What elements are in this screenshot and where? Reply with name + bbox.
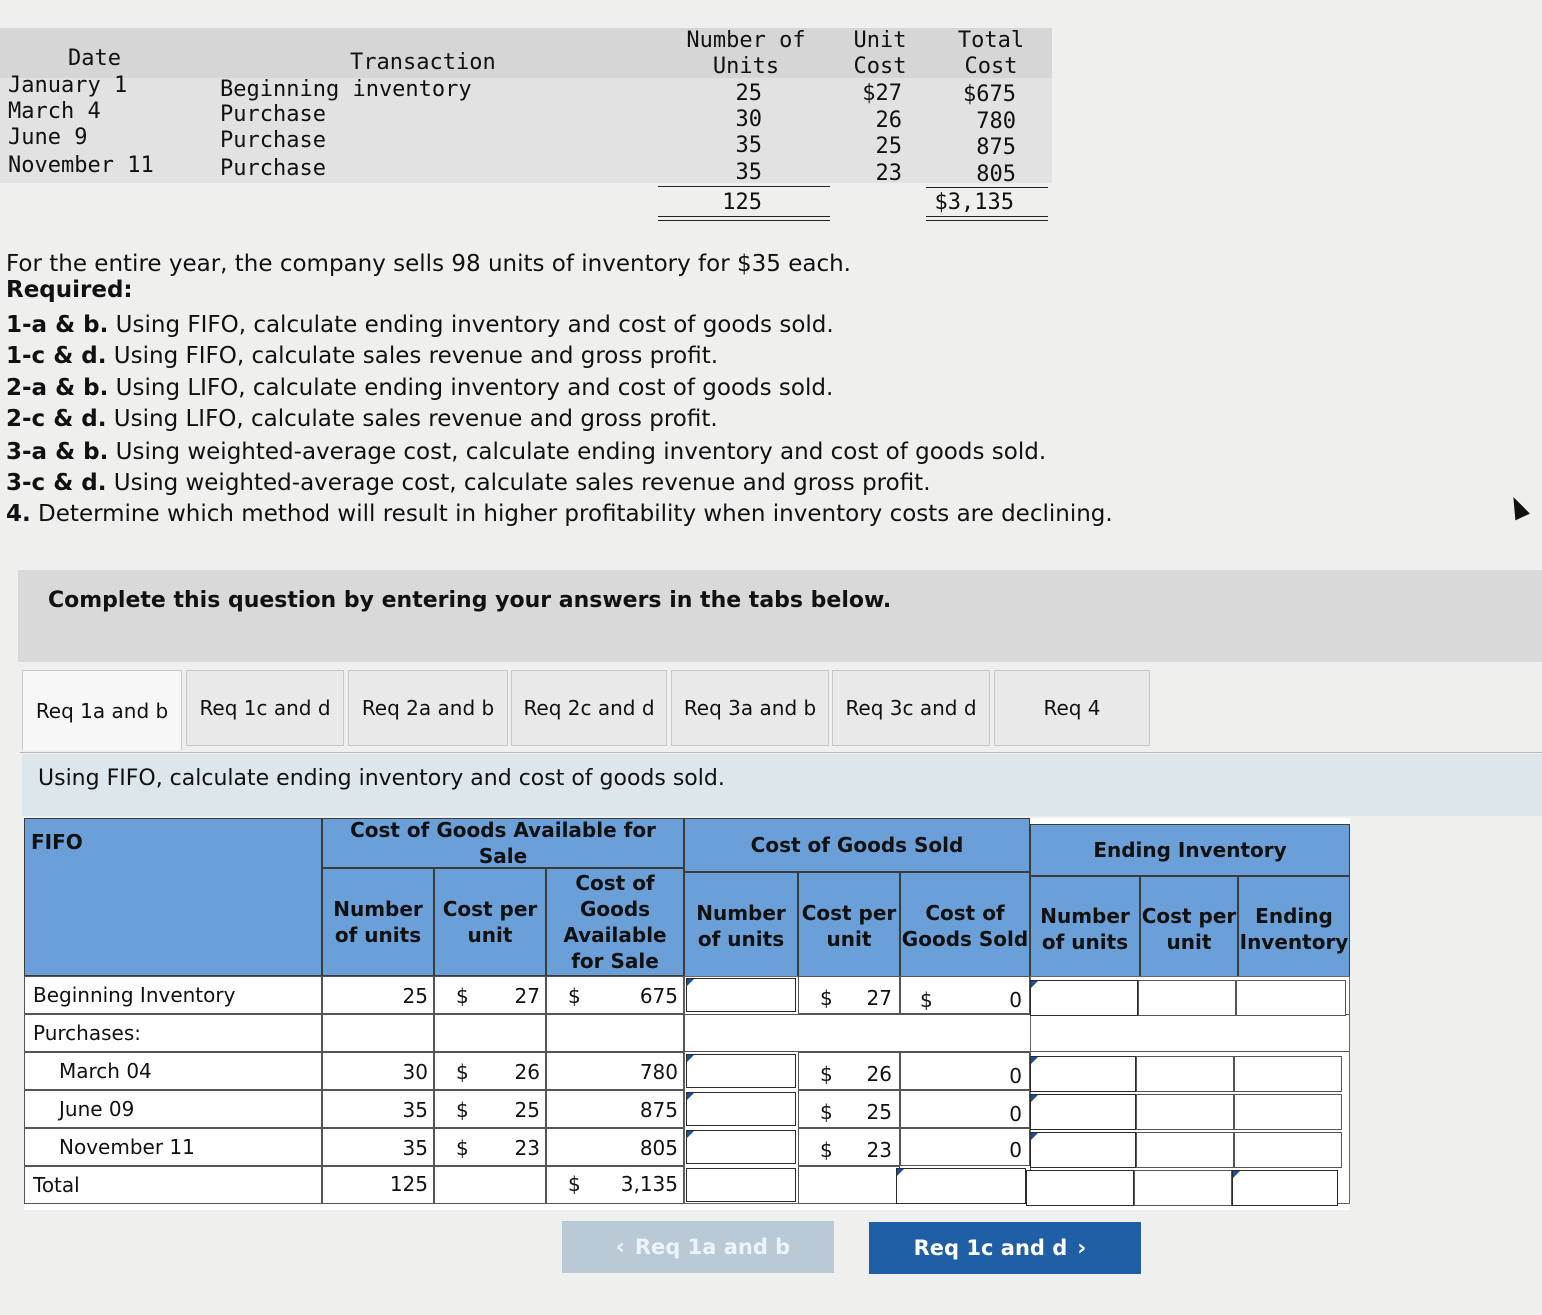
dollar-sign: $ (568, 1172, 581, 1196)
avail-cpu-value: 26 (514, 1060, 540, 1084)
row-label-march: March 04 (24, 1052, 322, 1090)
group-header-available: Cost of Goods Available for Sale (322, 818, 684, 868)
group-header-sold: Cost of Goods Sold (684, 818, 1030, 872)
end-cpu-cell (1138, 980, 1236, 1016)
sold-cpu-value: 27 (866, 986, 892, 1010)
end-inventory-cell (1236, 980, 1346, 1016)
sold-units-input[interactable] (686, 978, 796, 1012)
col-header-ending-inventory: Ending Inventory (1238, 876, 1350, 982)
row-total-cost: 805 (976, 162, 1016, 187)
input-marker-icon (687, 979, 694, 986)
avail-total-value: 805 (639, 1136, 678, 1160)
total-units: 125 (722, 190, 762, 215)
row-total-cost: 875 (976, 135, 1016, 160)
dollar-sign: $ (820, 1138, 833, 1162)
units-total-double-rule (658, 216, 830, 221)
cogs-value: 0 (1009, 988, 1022, 1012)
row-label-purchases: Purchases: (24, 1014, 322, 1052)
chevron-right-icon: › (1077, 1235, 1087, 1261)
row-units: 25 (735, 81, 762, 106)
tab-req-2a-and-b[interactable]: Req 2a and b (348, 670, 508, 746)
end-cpu-total-cell (1134, 1170, 1232, 1206)
dollar-sign: $ (456, 984, 469, 1008)
avail-cpu-value: 23 (514, 1136, 540, 1160)
sold-units-input[interactable] (686, 1054, 796, 1088)
row-units: 35 (735, 133, 762, 158)
requirement-item: 4. Determine which method will result in higher profitability when inventory costs are declining. (6, 501, 1113, 527)
tab-req-2c-and-d[interactable]: Req 2c and d (511, 670, 667, 746)
avail-total-value: 875 (639, 1098, 678, 1122)
row-transaction: Beginning inventory (220, 77, 472, 102)
sold-cpu-cell (798, 1166, 900, 1204)
row-label-november: November 11 (24, 1128, 322, 1166)
header-units-2: Units (712, 54, 780, 79)
tab-req-4[interactable]: Req 4 (994, 670, 1150, 746)
row-date: March 4 (8, 99, 101, 124)
header-transaction: Transaction (350, 50, 496, 75)
requirement-item: 1-c & d. Using FIFO, calculate sales revenue and gross profit. (6, 343, 719, 369)
requirement-item: 2-a & b. Using LIFO, calculate ending inventory and cost of goods sold. (6, 375, 834, 401)
end-units-input[interactable] (1030, 980, 1138, 1016)
requirement-item: 3-a & b. Using weighted-average cost, calculate ending inventory and cost of goods sold. (6, 439, 1047, 465)
cogs-value: 0 (1009, 1064, 1022, 1088)
cogs-value: 0 (1009, 1102, 1022, 1126)
next-req-button[interactable] (869, 1222, 1141, 1274)
row-label-beginning: Beginning Inventory (24, 976, 322, 1014)
input-marker-icon (687, 1093, 694, 1100)
input-marker-icon (687, 1131, 694, 1138)
dollar-sign: $ (820, 986, 833, 1010)
end-units-total-input[interactable] (1026, 1170, 1134, 1206)
col-header-cogas: Cost of Goods Available for Sale (546, 868, 684, 976)
end-inventory-cell (1234, 1056, 1342, 1092)
end-cpu-cell (1136, 1094, 1234, 1130)
tab-req-3c-and-d[interactable]: Req 3c and d (832, 670, 990, 746)
fifo-table (24, 818, 1350, 1210)
row-unit-cost: 25 (875, 134, 902, 159)
row-date: November 11 (8, 153, 154, 178)
sold-units-input[interactable] (686, 1130, 796, 1164)
dollar-sign: $ (568, 984, 581, 1008)
row-transaction: Purchase (220, 102, 326, 127)
required-label: Required: (6, 277, 133, 303)
row-date: January 1 (8, 73, 128, 98)
end-inventory-total-input[interactable] (1232, 1170, 1338, 1206)
avail-total-value: 675 (639, 984, 678, 1008)
avail-total-cell (546, 1014, 684, 1052)
tab-subheading (22, 754, 1542, 816)
dollar-sign: $ (820, 1062, 833, 1086)
avail-units-total: 125 (389, 1172, 428, 1196)
row-unit-cost: 23 (875, 161, 902, 186)
next-req-label: Req 1c and d (913, 1236, 1068, 1260)
end-cpu-cell (1136, 1056, 1234, 1092)
sold-cpu-value: 25 (866, 1100, 892, 1124)
end-cpu-cell (1136, 1132, 1234, 1168)
input-marker-icon (1031, 1133, 1038, 1140)
avail-total-value: 780 (639, 1060, 678, 1084)
row-units: 35 (735, 160, 762, 185)
cost-total-double-rule (926, 216, 1048, 221)
tab-baseline (20, 752, 1542, 753)
header-total-cost-2: Cost (964, 54, 1018, 79)
avail-units-value: 30 (402, 1060, 428, 1084)
prev-req-button[interactable] (562, 1221, 834, 1273)
problem-intro: For the entire year, the company sells 98 units of inventory for $35 each. (6, 251, 851, 277)
avail-units-value: 35 (402, 1136, 428, 1160)
cost-subtotal-rule (926, 187, 1048, 188)
avail-cpu-value: 27 (514, 984, 540, 1008)
subheading-text: Using FIFO, calculate ending inventory and cost of goods sold. (38, 766, 725, 791)
col-header-sold-cost-per-unit: Cost per unit (798, 872, 900, 980)
avail-cpu-cell (434, 1166, 546, 1204)
row-transaction: Purchase (220, 128, 326, 153)
input-marker-icon (687, 1055, 694, 1062)
row-total-cost: 780 (976, 109, 1016, 134)
col-header-cogs: Cost of Goods Sold (900, 872, 1030, 980)
end-inventory-cell (1234, 1132, 1342, 1168)
tab-req-3a-and-b[interactable]: Req 3a and b (671, 670, 829, 746)
avail-units-value: 25 (402, 984, 428, 1008)
units-subtotal-rule (658, 186, 830, 187)
tab-req-1c-and-d[interactable]: Req 1c and d (186, 670, 344, 746)
header-total-cost-1: Total (957, 28, 1025, 53)
dollar-sign: $ (920, 988, 933, 1012)
row-total-cost: $675 (963, 82, 1016, 107)
requirement-item: 2-c & d. Using LIFO, calculate sales revenue and gross profit. (6, 406, 718, 432)
group-header-ending: Ending Inventory (1030, 824, 1350, 876)
row-units: 30 (735, 107, 762, 132)
dollar-sign: $ (456, 1060, 469, 1084)
fifo-corner-header: FIFO (24, 818, 322, 976)
avail-units-value: 35 (402, 1098, 428, 1122)
col-header-sold-units: Number of units (684, 872, 798, 980)
header-unit-cost-1: Unit (853, 28, 907, 53)
avail-cpu-cell (434, 1014, 546, 1052)
input-marker-icon (1031, 981, 1038, 988)
avail-total-sum: 3,135 (620, 1172, 678, 1196)
header-units-1: Number of (686, 28, 806, 53)
sold-cpu-value: 26 (866, 1062, 892, 1086)
dollar-sign: $ (820, 1100, 833, 1124)
dollar-sign: $ (456, 1098, 469, 1122)
end-units-input[interactable] (1030, 1056, 1136, 1092)
sold-units-input[interactable] (686, 1092, 796, 1126)
total-cost: $3,135 (934, 190, 1014, 215)
instruction-text: Complete this question by entering your answers in the tabs below. (48, 588, 892, 613)
cogs-value: 0 (1009, 1138, 1022, 1162)
sold-cpu-value: 23 (866, 1138, 892, 1162)
avail-units-cell (322, 1014, 434, 1052)
row-transaction: Purchase (220, 156, 326, 181)
tab-req-1a-and-b[interactable]: Req 1a and b (22, 670, 182, 750)
end-inventory-cell (1234, 1094, 1342, 1130)
dollar-sign: $ (456, 1136, 469, 1160)
row-label-total: Total (24, 1166, 322, 1204)
col-header-end-units: Number of units (1030, 876, 1140, 982)
row-unit-cost: $27 (862, 81, 902, 106)
sold-units-total-input[interactable] (686, 1168, 796, 1202)
row-label-june: June 09 (24, 1090, 322, 1128)
requirement-item: 1-a & b. Using FIFO, calculate ending inventory and cost of goods sold. (6, 312, 834, 338)
row-date: June 9 (8, 125, 88, 150)
input-marker-icon (1031, 1095, 1038, 1102)
mouse-cursor-icon (1506, 494, 1530, 521)
input-marker-icon (897, 1169, 904, 1176)
end-units-input[interactable] (1030, 1094, 1136, 1130)
cogs-total-input[interactable] (896, 1168, 1026, 1204)
avail-cpu-value: 25 (514, 1098, 540, 1122)
col-header-end-cost-per-unit: Cost per unit (1140, 876, 1238, 982)
requirement-item: 3-c & d. Using weighted-average cost, calculate sales revenue and gross profit. (6, 470, 931, 496)
col-header-cost-per-unit: Cost per unit (434, 868, 546, 976)
input-marker-icon (1031, 1057, 1038, 1064)
header-date: Date (68, 46, 121, 71)
header-unit-cost-2: Cost (853, 54, 907, 79)
instruction-banner (18, 570, 1542, 662)
col-header-units: Number of units (322, 868, 434, 976)
chevron-left-icon: ‹ (615, 1234, 625, 1260)
prev-req-label: Req 1a and b (634, 1235, 791, 1259)
end-units-input[interactable] (1030, 1132, 1136, 1168)
input-marker-icon (1233, 1171, 1240, 1178)
row-unit-cost: 26 (875, 108, 902, 133)
